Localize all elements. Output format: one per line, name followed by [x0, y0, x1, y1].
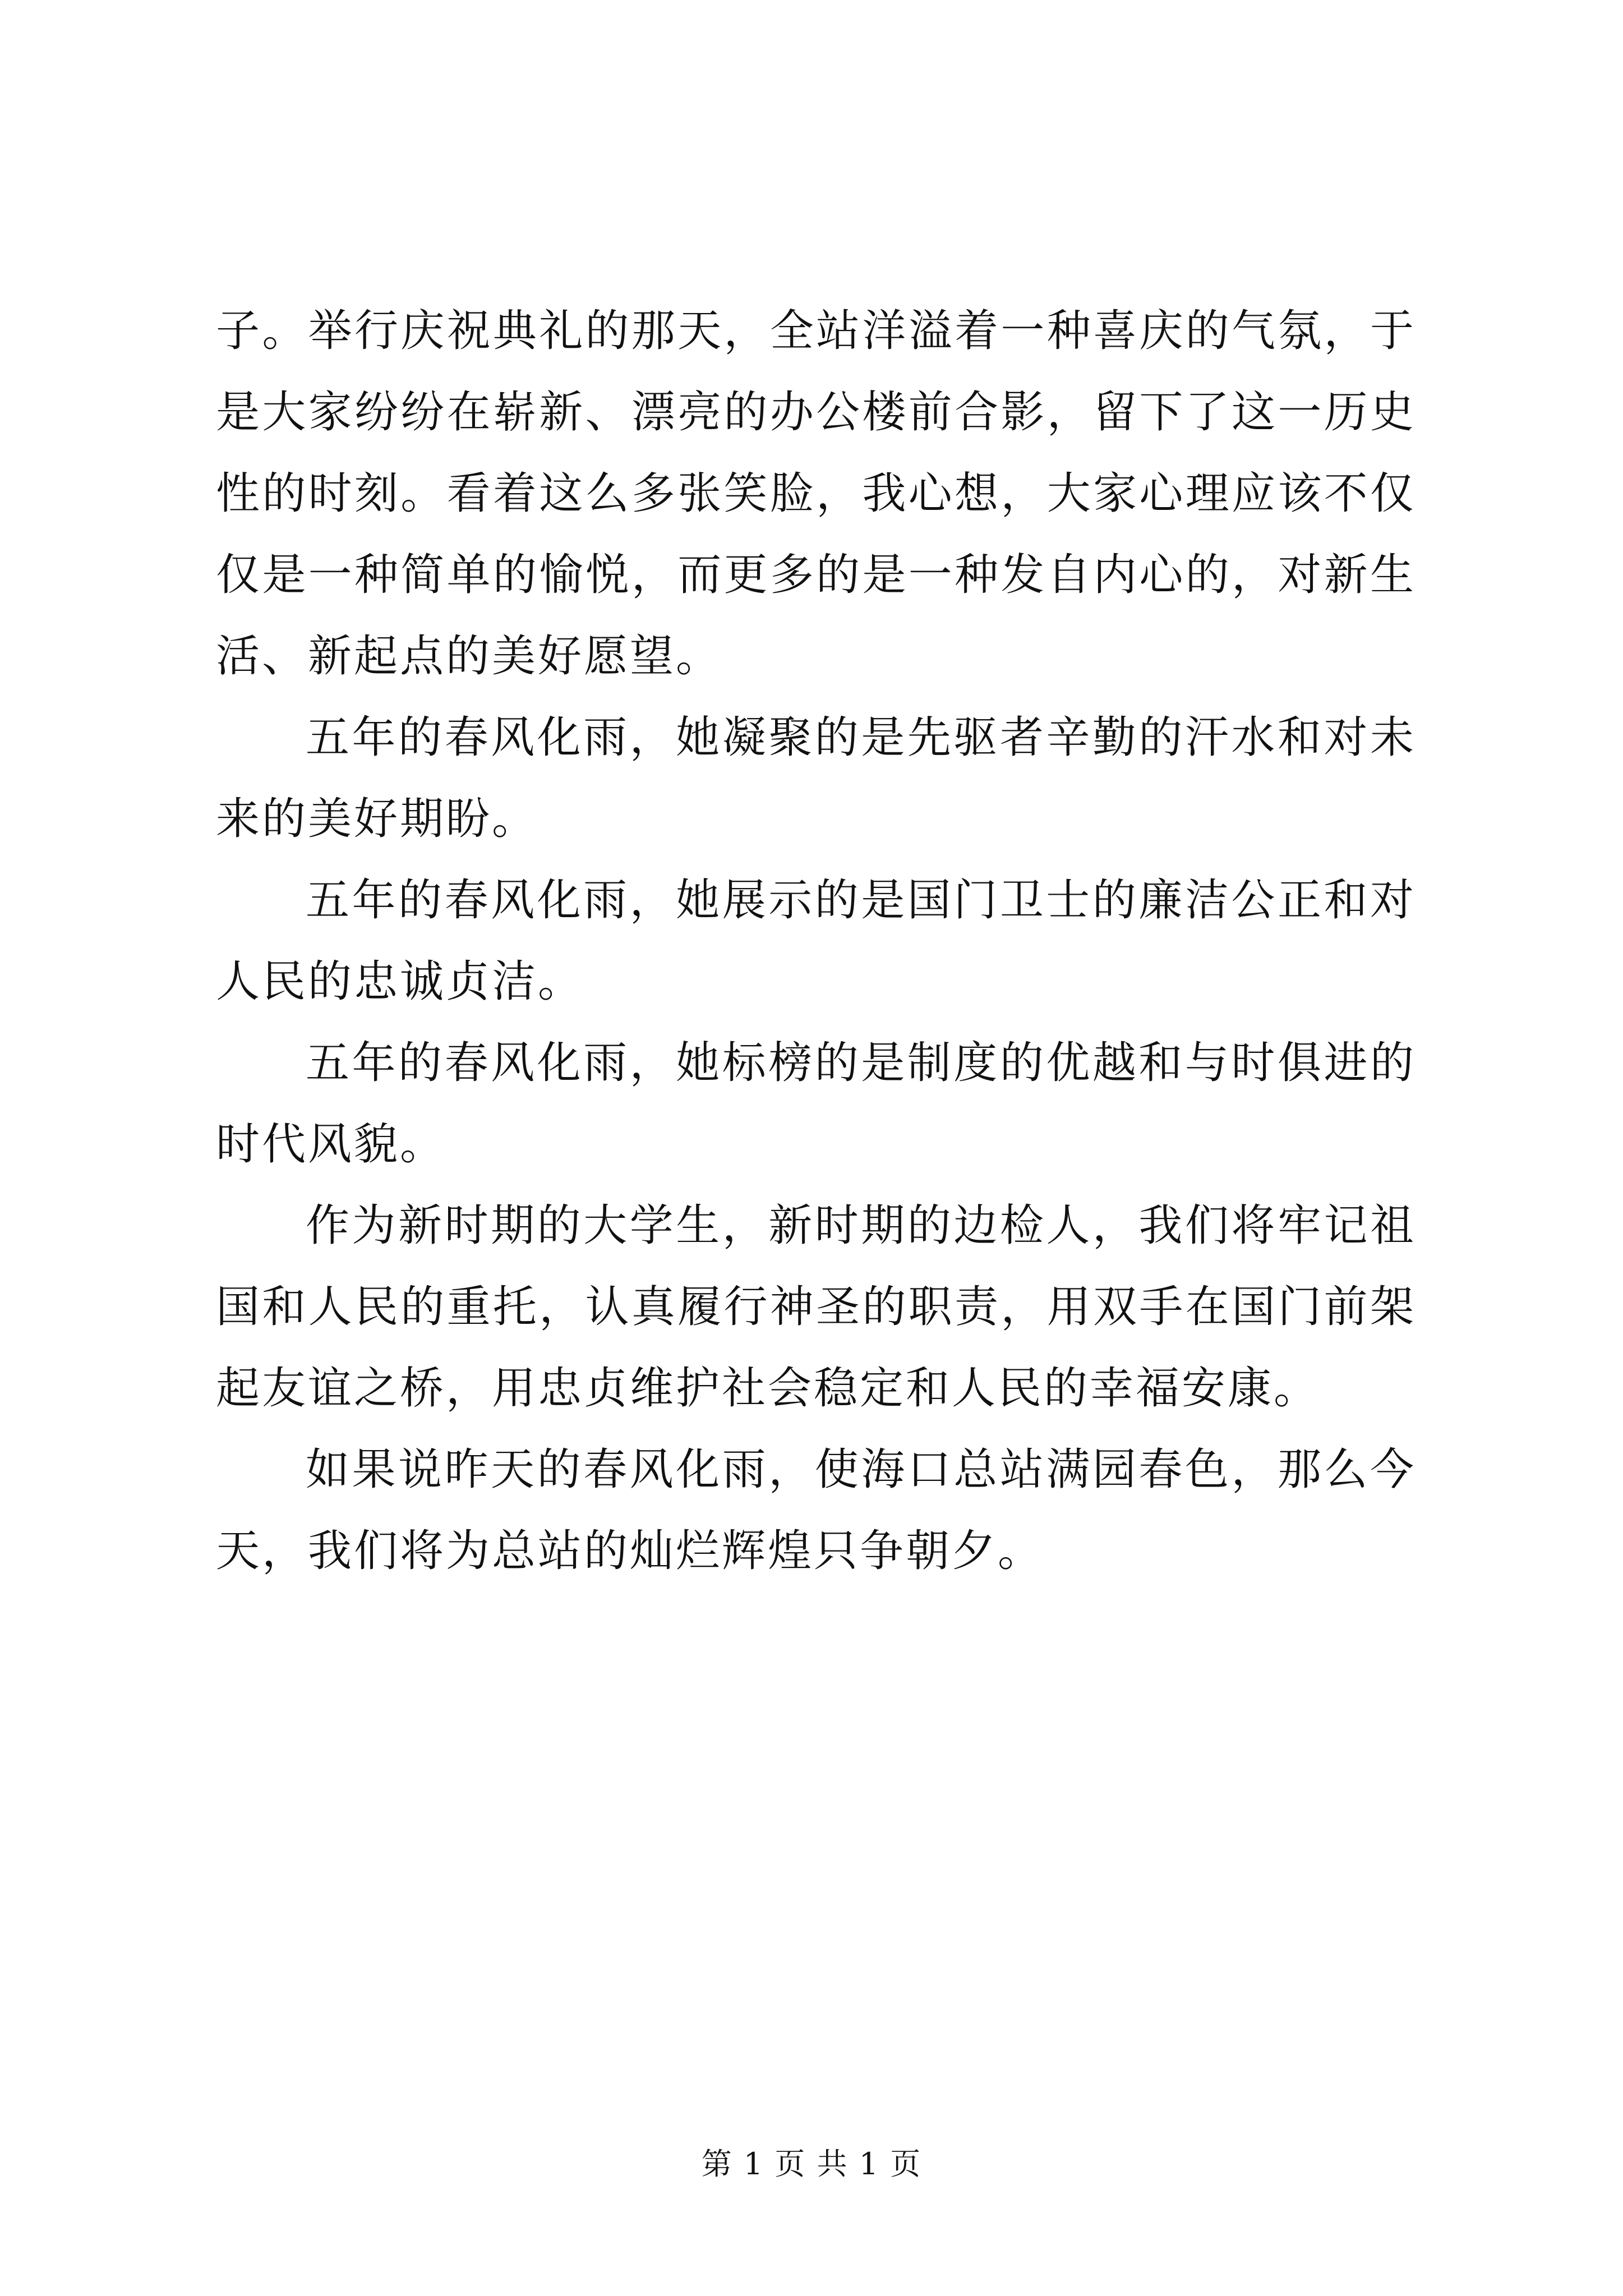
paragraph-1: 子。举行庆祝典礼的那天，全站洋溢着一种喜庆的气氛，于是大家纷纷在崭新、漂亮的办公楼前合影，留下了这一历史性的时刻。看着这么多张笑脸，我心想，大家心理应该不仅仅是一种简单的愉悦，而更多的是一种发自内心的，对新生活、新起点的美好愿望。 [216, 306, 1416, 682]
page-footer: 第 1 页 共 1 页 [701, 2146, 922, 2182]
paragraph-5: 作为新时期的大学生，新时期的边检人，我们将牢记祖国和人民的重托，认真履行神圣的职责，用双手在国门前架起友谊之桥，用忠贞维护社会稳定和人民的幸福安康。 [216, 1200, 1416, 1414]
document-body [216, 291, 1416, 1592]
paragraph-6: 如果说昨天的春风化雨，使海口总站满园春色，那么今天，我们将为总站的灿烂辉煌只争朝夕。 [216, 1444, 1416, 1576]
paragraph-3: 五年的春风化雨，她展示的是国门卫士的廉洁公正和对人民的忠诚贞洁。 [216, 875, 1416, 1007]
paragraph-2: 五年的春风化雨，她凝聚的是先驱者辛勤的汗水和对未来的美好期盼。 [216, 712, 1416, 844]
paragraph-4: 五年的春风化雨，她标榜的是制度的优越和与时俱进的时代风貌。 [216, 1038, 1416, 1170]
